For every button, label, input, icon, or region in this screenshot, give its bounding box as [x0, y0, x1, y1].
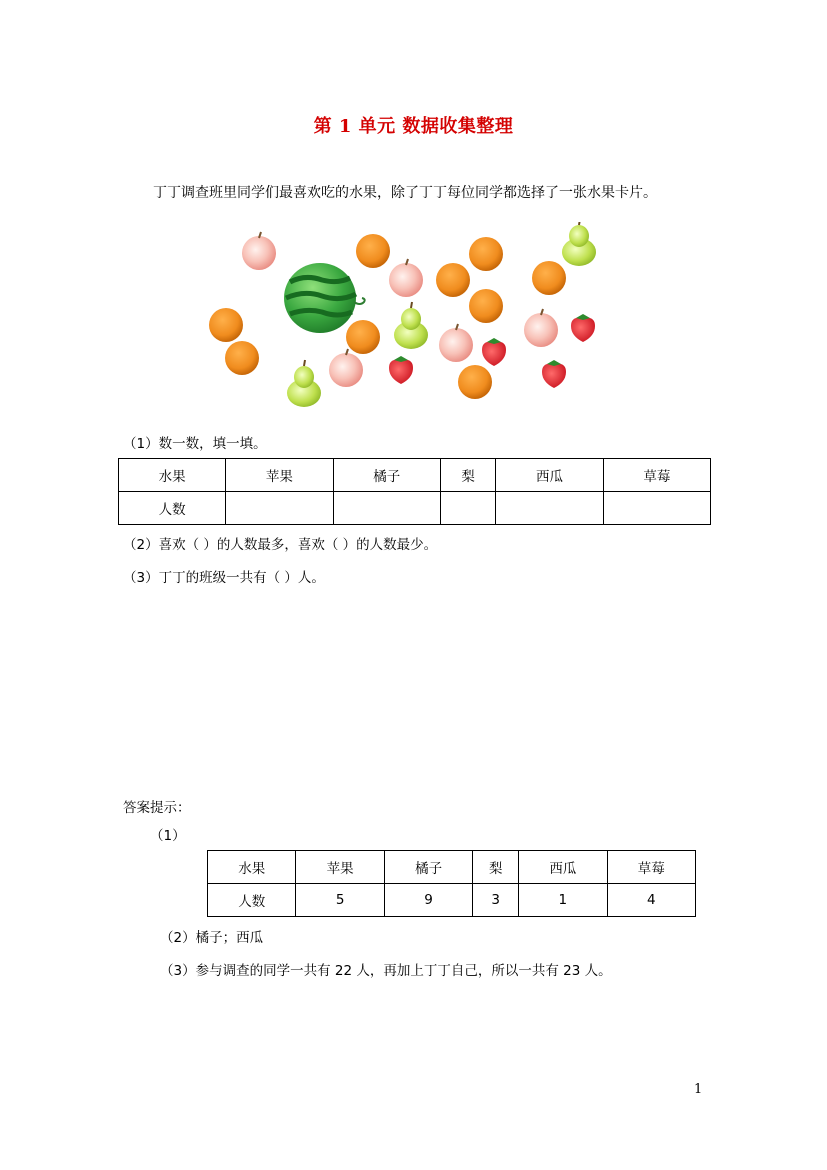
table-header-cell: 水果: [208, 851, 296, 884]
page-title: 第 1 单元 数据收集整理: [313, 116, 514, 137]
answer-blank-cell[interactable]: [226, 492, 333, 525]
table-header-cell: 苹果: [226, 459, 333, 492]
apple-icon: [524, 309, 558, 347]
table-header-cell: 橘子: [384, 851, 472, 884]
apple-icon: [329, 349, 363, 387]
table-header-cell: 西瓜: [519, 851, 607, 884]
orange-icon: [356, 234, 390, 268]
pear-icon: [562, 222, 596, 266]
strawberry-icon: [389, 356, 413, 384]
count-cell: 4: [607, 884, 695, 917]
fruit-cards-illustration: [200, 222, 610, 412]
pear-icon: [287, 360, 321, 407]
apple-icon: [389, 259, 423, 297]
count-cell: 1: [519, 884, 607, 917]
apple-icon: [439, 324, 473, 362]
table-header-cell: 西瓜: [496, 459, 603, 492]
watermelon-icon: [284, 263, 365, 333]
orange-icon: [532, 261, 566, 295]
count-cell: 5: [296, 884, 384, 917]
strawberry-icon: [571, 314, 595, 342]
table-header-cell: 草莓: [607, 851, 695, 884]
table-header-row: [208, 851, 696, 884]
table-row: [208, 884, 696, 917]
question-1: （1）数一数，填一填。: [123, 436, 267, 452]
answer-blank-cell[interactable]: [603, 492, 710, 525]
orange-icon: [469, 237, 503, 271]
question-2: （2）喜欢（ ）的人数最多，喜欢（ ）的人数最少。: [123, 537, 438, 553]
table-header-cell: 梨: [473, 851, 519, 884]
question-table: [118, 458, 711, 525]
table-row: [119, 492, 711, 525]
table-header-cell: 水果: [119, 459, 226, 492]
table-header-row: [119, 459, 711, 492]
table-header-cell: 橘子: [333, 459, 440, 492]
strawberry-icon: [482, 338, 506, 366]
apple-icon: [242, 232, 276, 270]
orange-icon: [436, 263, 470, 297]
table-header-cell: 草莓: [603, 459, 710, 492]
orange-icon: [458, 365, 492, 399]
orange-icon: [209, 308, 243, 342]
answer-blank-cell[interactable]: [496, 492, 603, 525]
question-3: （3）丁丁的班级一共有（ ）人。: [123, 570, 325, 586]
intro-text: 丁丁调查班里同学们最喜欢吃的水果，除了丁丁每位同学都选择了一张水果卡片。: [153, 185, 657, 201]
strawberry-icon: [542, 360, 566, 388]
answer-2: （2）橘子；西瓜: [160, 930, 264, 946]
count-cell: 9: [384, 884, 472, 917]
table-row-label: 人数: [208, 884, 296, 917]
answer-3: （3）参与调查的同学一共有 22 人，再加上丁丁自己，所以一共有 23 人。: [160, 963, 612, 979]
answer-table: [207, 850, 696, 917]
answer-heading: 答案提示：: [123, 800, 191, 816]
table-header-cell: 苹果: [296, 851, 384, 884]
table-row-label: 人数: [119, 492, 226, 525]
count-cell: 3: [473, 884, 519, 917]
pear-icon: [394, 302, 428, 349]
table-header-cell: 梨: [440, 459, 496, 492]
orange-icon: [225, 341, 259, 375]
orange-icon: [346, 320, 380, 354]
answer-1-label: （1）: [150, 828, 186, 844]
answer-blank-cell[interactable]: [333, 492, 440, 525]
answer-blank-cell[interactable]: [440, 492, 496, 525]
page-number: 1: [694, 1082, 703, 1097]
orange-icon: [469, 289, 503, 323]
